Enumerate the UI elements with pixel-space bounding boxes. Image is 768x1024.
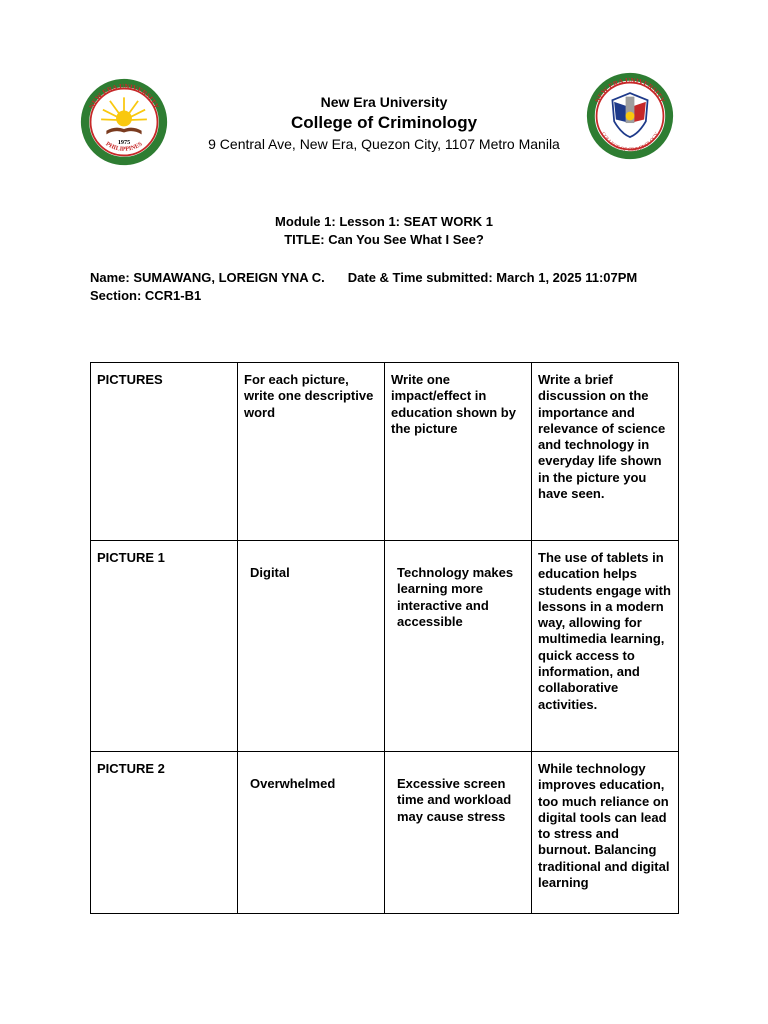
criminology-seal-logo [586, 72, 674, 160]
table-header-row [91, 363, 679, 541]
student-name: Name: SUMAWANG, LOREIGN YNA C. [90, 270, 325, 285]
impact-text: Excessive screen time and workload may cause stress [397, 776, 512, 824]
header-cell: Write one impact/effect in education shown by the picture [385, 363, 532, 541]
table-row [91, 752, 679, 914]
discussion-text: While technology improves education, too much reliance on digital tools can lead to stress and burnout. Balancing traditional and digital learning [532, 752, 679, 914]
student-section: Section: CCR1-B1 [90, 288, 202, 303]
assignment-title-block [0, 213, 768, 249]
college-name: College of Criminology [290, 113, 478, 132]
header-cell: For each picture, write one descriptive word [238, 363, 385, 541]
impact-text: Technology makes learning more interactive and accessible [397, 565, 514, 629]
discussion-text: The use of tablets in education helps students engage with lessons in a modern way, allowing for multimedia learning, quick access to information, and collaborative activities. [532, 541, 679, 752]
title-line: TITLE: Can You See What I See? [284, 232, 484, 247]
worksheet-table [90, 362, 679, 914]
seal-ring-text-top: NEW ERA UNIVERSITY [87, 82, 161, 111]
address: 9 Central Ave, New Era, Quezon City, 1107 Metro Manila [208, 136, 560, 152]
seal-ring-text-bottom: PHILIPPINES [104, 141, 144, 153]
picture-label: PICTURE 2 [91, 752, 238, 914]
student-info [90, 269, 710, 305]
seal-year: 1975 [117, 140, 131, 146]
header-cell: PICTURES [91, 363, 238, 541]
picture-label: PICTURE 1 [91, 541, 238, 752]
submission-date: Date & Time submitted: March 1, 2025 11:07PM [347, 270, 638, 285]
descriptive-word: Overwhelmed [250, 776, 336, 791]
descriptive-word: Digital [250, 565, 290, 580]
seal-ring-text-top: NEW ERA UNIVERSITY [593, 76, 667, 105]
university-seal-logo [80, 78, 168, 166]
university-name: New Era University [320, 94, 448, 110]
letterhead [170, 94, 598, 153]
module-line: Module 1: Lesson 1: SEAT WORK 1 [275, 214, 493, 229]
table-row [91, 541, 679, 752]
seal-ring-text-bottom: COLLEGE OF CRIMINOLOGY [599, 131, 661, 154]
header-cell: Write a brief discussion on the importance and relevance of science and technology in everyday life shown in the picture you have seen. [532, 363, 679, 541]
